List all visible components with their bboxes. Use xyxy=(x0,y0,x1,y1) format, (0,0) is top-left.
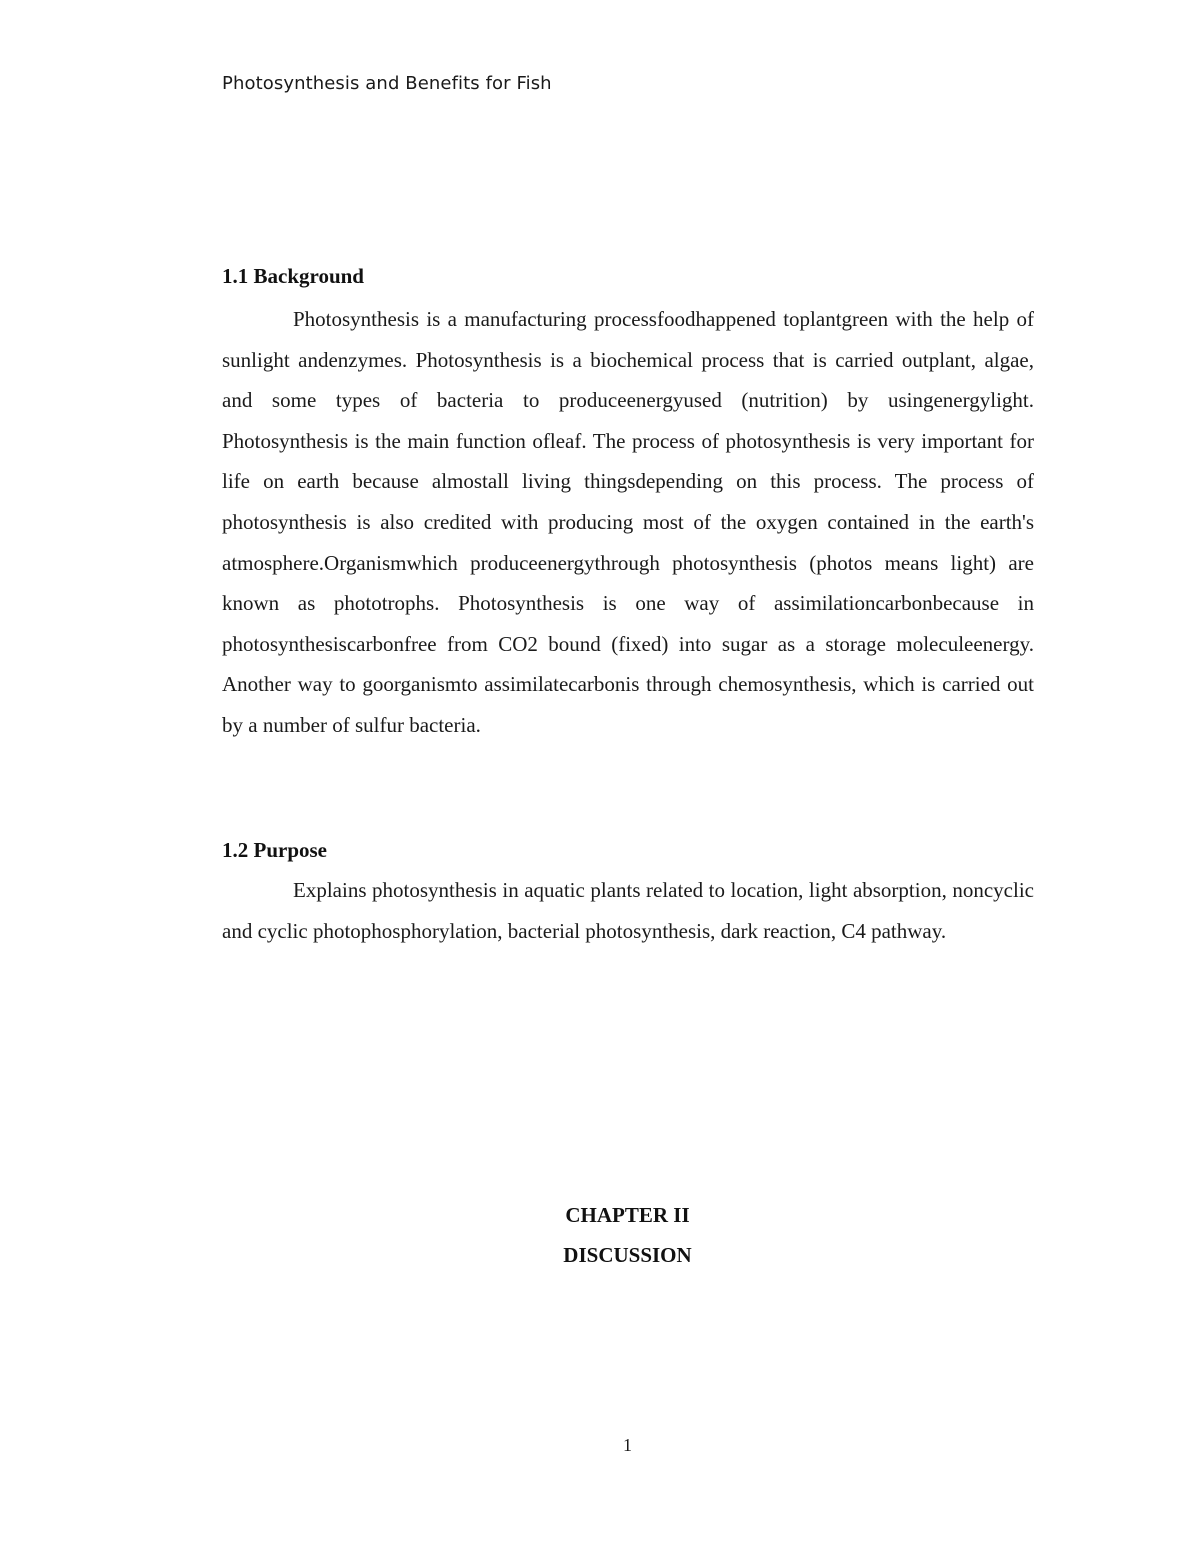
purpose-paragraph: Explains photosynthesis in aquatic plants related to location, light absorption, noncyclic and cyclic photophosphorylation, bacterial photosynthesis, dark reaction, C4 pathway. xyxy=(222,878,1034,943)
running-header: Photosynthesis and Benefits for Fish xyxy=(222,73,552,94)
section-heading-purpose: 1.2 Purpose xyxy=(222,838,327,862)
section-heading-background: 1.1 Background xyxy=(222,264,364,288)
chapter-title: DISCUSSION xyxy=(563,1243,692,1267)
page-number: 1 xyxy=(623,1435,632,1455)
background-paragraph: Photosynthesis is a manufacturing processfoodhappened toplantgreen with the help of sunlight andenzymes. Photosynthesis is a biochemical process that is carried outplant, algae, and some types of bacteria to produceenergyused (nutrition) by usingenergylight. Photosynthesis is the main function ofleaf. The process of photosynthesis is very important for life on earth because almostall living thingsdepending on this process. The process of photosynthesis is also credited with producing most of the oxygen contained in the earth's atmosphere.Organismwhich produceenergythrough photosynthesis (photos means light) are known as phototrophs. Photosynthesis is one way of assimilationcarbonbecause in photosynthesiscarbonfree from CO2 bound (fixed) into sugar as a storage moleculeenergy. Another way to goorganismto assimilatecarbonis through chemosynthesis, which is carried out by a number of sulfur bacteria. xyxy=(222,307,1034,737)
chapter-number: CHAPTER II xyxy=(565,1203,690,1227)
